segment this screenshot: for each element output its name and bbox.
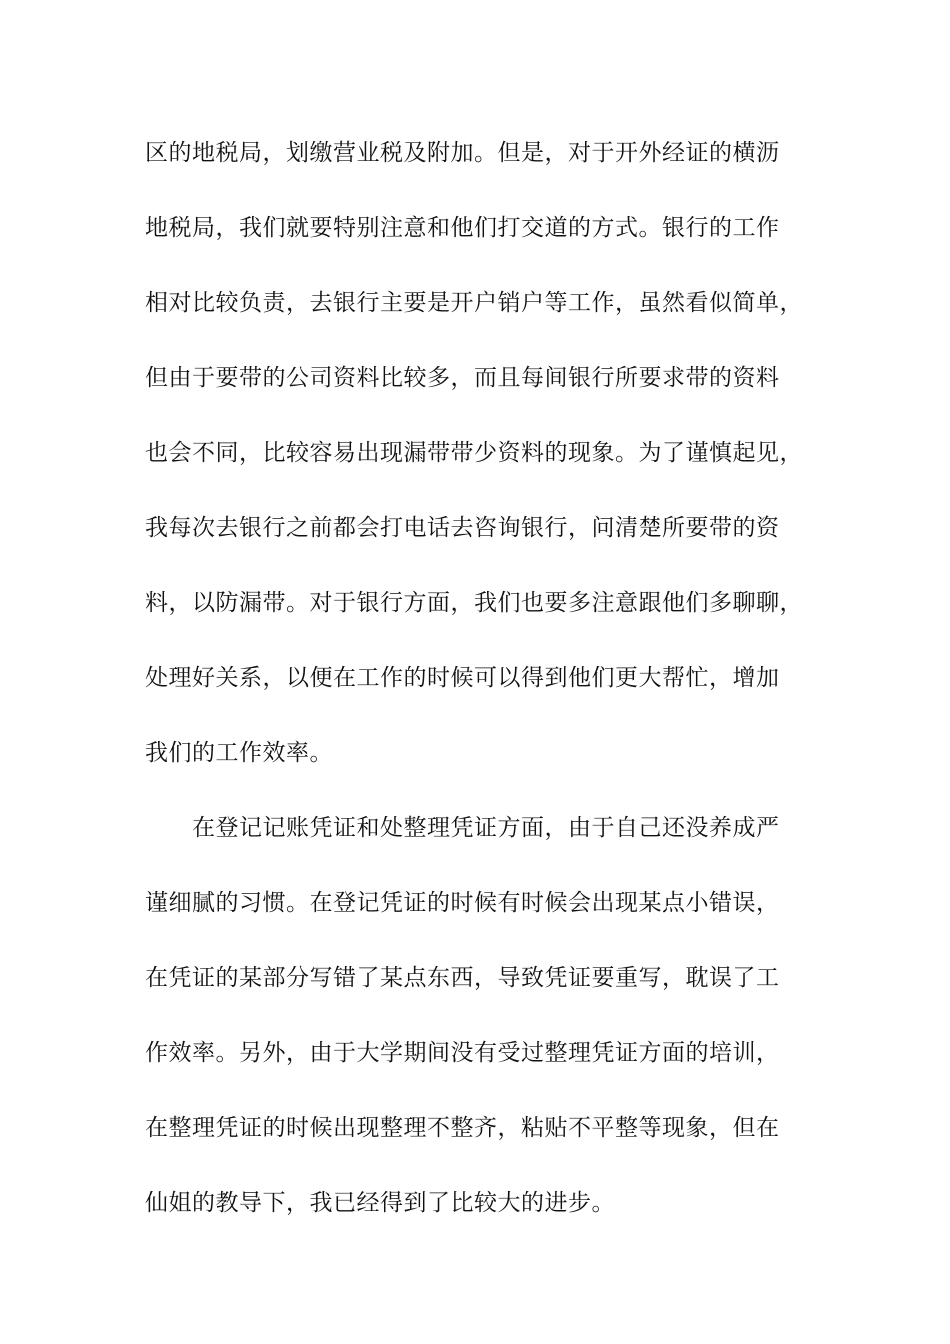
text-line: 相对比较负责，去银行主要是开户销户等工作，虽然看似简单， [145,290,803,316]
text-line: 处理好关系，以便在工作的时候可以得到他们更大帮忙，增加 [145,665,780,691]
text-line: 谨细腻的习惯。在登记凭证的时候有时候会出现某点小错误， [145,890,780,916]
text-line: 作效率。另外，由于大学期间没有受过整理凭证方面的培训， [145,1040,780,1066]
text-line: 我每次去银行之前都会打电话去咨询银行，问清楚所要带的资 [145,515,780,541]
text-line: 我们的工作效率。 [145,740,333,766]
text-line: 料，以防漏带。对于银行方面，我们也要多注意跟他们多聊聊， [145,590,803,616]
text-line: 在凭证的某部分写错了某点东西，导致凭证要重写，耽误了工 [145,965,780,991]
text-line: 区的地税局，划缴营业税及附加。但是，对于开外经证的横沥 [145,140,780,166]
text-line-first: 在登记记账凭证和处整理凭证方面，由于自己还没养成严 [192,815,780,841]
paragraph-1 [145,116,835,791]
text-line: 地税局，我们就要特别注意和他们打交道的方式。银行的工作 [145,215,780,241]
paragraph-2 [145,791,835,1241]
text-line: 仙姐的教导下，我已经得到了比较大的进步。 [145,1190,615,1216]
text-line: 也会不同，比较容易出现漏带带少资料的现象。为了谨慎起见， [145,440,803,466]
text-line: 在整理凭证的时候出现整理不整齐，粘贴不平整等现象，但在 [145,1115,780,1141]
text-line: 但由于要带的公司资料比较多，而且每间银行所要求带的资料 [145,365,780,391]
